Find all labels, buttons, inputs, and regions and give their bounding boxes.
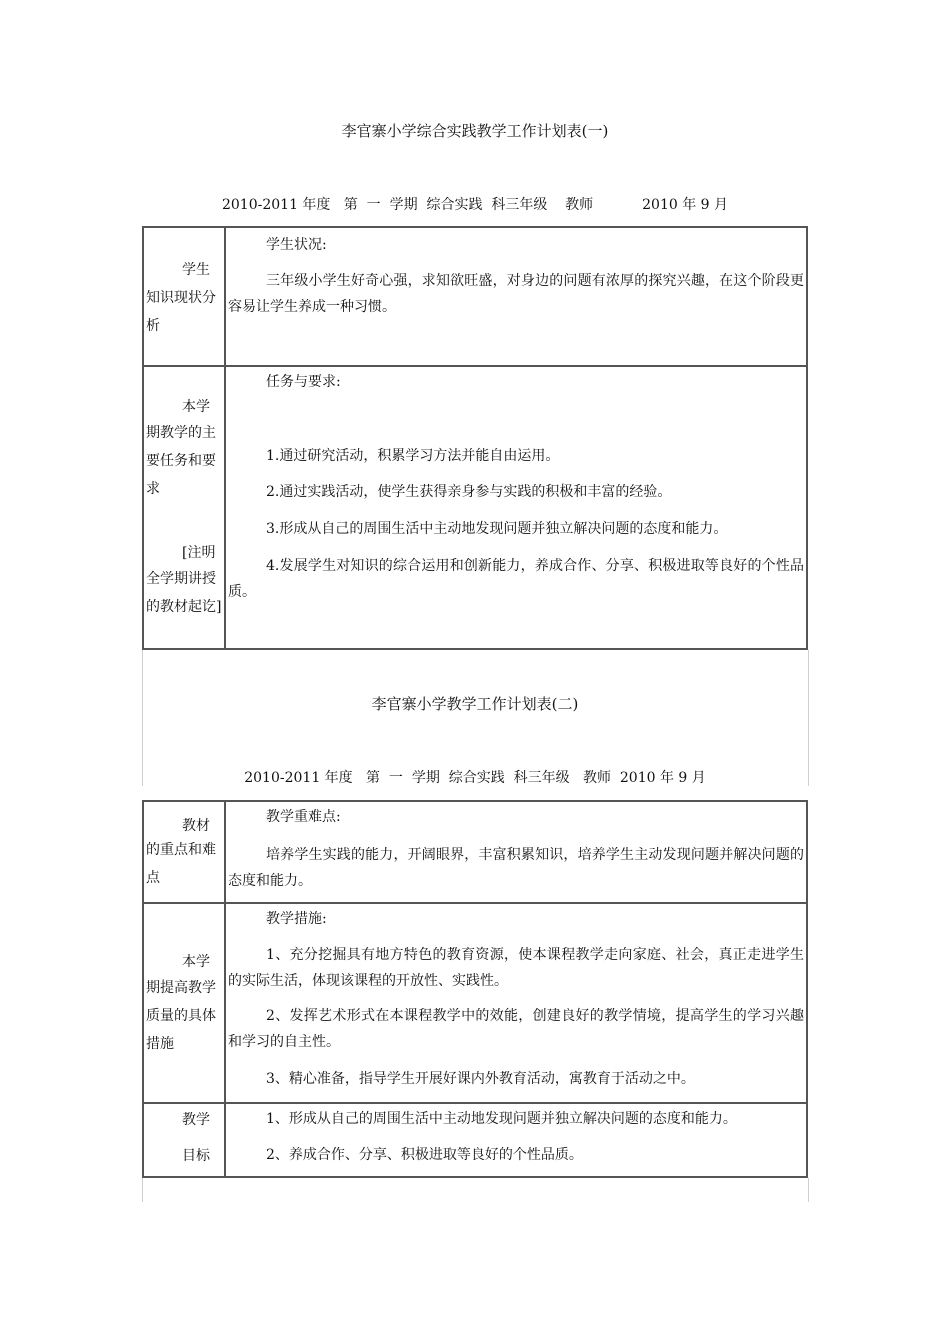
page-edge-line: [142, 1178, 143, 1202]
page-edge-line: [142, 650, 143, 786]
list-item: 4.发展学生对知识的综合运用和创新能力，养成合作、分享、积极进取等良好的个性品质。: [228, 558, 804, 600]
list-item: 3.形成从自己的周围生活中主动地发现问题并独立解决问题的态度和能力。: [266, 521, 728, 537]
paragraph: 培养学生实践的能力，开阔眼界，丰富积累知识，培养学生主动发现问题并解决问题的态度和能力。: [228, 847, 804, 889]
list-item: 3、精心准备，指导学生开展好课内外教育活动，寓教育于活动之中。: [266, 1071, 695, 1087]
plan1-row-student-status: [144, 228, 806, 365]
plan2-meta: 2010-2011 年度 第 一 学期 综合实践 科三年级 教师 2010 年 9 月: [244, 770, 706, 786]
row-content-cell: [226, 228, 806, 365]
plan1-table: [142, 226, 808, 650]
row-label: 学生: [182, 262, 210, 278]
row-content-cell: [226, 367, 806, 650]
row-label-cell: [144, 228, 226, 365]
page-edge-line: [808, 1178, 809, 1202]
row-label: 知识现状分析: [146, 290, 216, 334]
page-edge-line: [808, 650, 809, 786]
row-content-cell: [226, 1104, 806, 1178]
list-item: 1、形成从自己的周围生活中主动地发现问题并独立解决问题的态度和能力。: [266, 1111, 737, 1127]
row-content-cell: [226, 904, 806, 1102]
list-item: 2、养成合作、分享、积极进取等良好的个性品质。: [266, 1147, 583, 1163]
plan2-row-measures: [144, 902, 806, 1102]
section-heading: 任务与要求:: [266, 374, 341, 390]
row-label-cell: [144, 1104, 226, 1178]
list-item: 2、发挥艺术形式在本课程教学中的效能，创建良好的教学情境，提高学生的学习兴趣和学习的自主性。: [228, 1008, 804, 1050]
plan2-row-goals: [144, 1102, 806, 1178]
row-label: 教材: [182, 818, 210, 834]
section-heading: 教学重难点:: [266, 809, 341, 825]
plan2-row-key-points: [144, 802, 806, 902]
row-label-cell: [144, 904, 226, 1102]
section-heading: 学生状况:: [266, 237, 327, 253]
row-label: 期提高教学质量的具体措施: [146, 980, 216, 1052]
row-label: 教学: [182, 1112, 210, 1128]
list-item: 2.通过实践活动，使学生获得亲身参与实践的积极和丰富的经验。: [266, 484, 672, 500]
row-label: 全学期讲授的教材起讫]: [146, 571, 222, 615]
row-label: [注明: [182, 545, 216, 561]
plan1-row-tasks: [144, 365, 806, 650]
row-label: 本学: [182, 399, 210, 415]
paragraph: 三年级小学生好奇心强，求知欲旺盛，对身边的问题有浓厚的探究兴趣，在这个阶段更容易让学生养成一种习惯。: [228, 273, 804, 315]
row-label: 的重点和难点: [146, 842, 216, 886]
list-item: 1.通过研究活动，积累学习方法并能自由运用。: [266, 448, 560, 464]
row-label: 期教学的主要任务和要求: [146, 425, 216, 497]
row-label-cell: [144, 802, 226, 902]
plan2-table: [142, 800, 808, 1178]
plan1-title: 李官寨小学综合实践教学工作计划表(一): [341, 122, 609, 140]
row-label: 目标: [182, 1148, 210, 1164]
list-item: 1、充分挖掘具有地方特色的教育资源，使本课程教学走向家庭、社会，真正走进学生的实际生活，体现该课程的开放性、实践性。: [228, 947, 804, 989]
row-label: 本学: [182, 954, 210, 970]
row-content-cell: [226, 802, 806, 902]
plan1-meta: 2010-2011 年度 第 一 学期 综合实践 科三年级 教师 2010 年 9 月: [221, 197, 729, 213]
section-heading: 教学措施:: [266, 911, 327, 927]
plan2-title: 李官寨小学教学工作计划表(二): [371, 695, 579, 713]
row-label-cell: [144, 367, 226, 650]
